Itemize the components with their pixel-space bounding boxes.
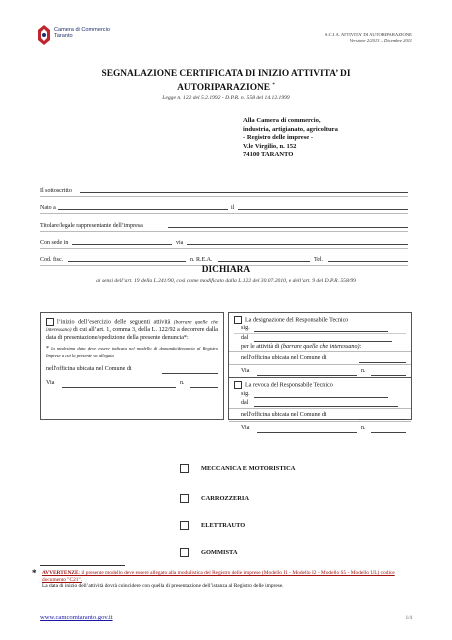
designazione-checkbox[interactable] (234, 316, 242, 324)
per-attivita-label: per le attività di (241, 344, 280, 351)
per-attivita-hint: (barrare quelle che interessano): (280, 344, 362, 351)
revoca-section (229, 377, 411, 407)
label-nato: Nato a (40, 205, 56, 212)
category-label: MECCANICA E MOTORISTICA (201, 464, 296, 472)
sede-field[interactable] (72, 244, 172, 245)
footnote-divider (40, 565, 125, 566)
avvertenze-label: AVVERTENZE (42, 570, 79, 576)
category-label: CARROZZERIA (201, 494, 249, 502)
label-il: il (231, 205, 235, 212)
nato-field[interactable] (58, 209, 228, 210)
il-field[interactable] (238, 209, 408, 210)
label-rea: n. R.E.A. (190, 256, 213, 263)
via-field[interactable] (187, 244, 408, 245)
left-n-field[interactable] (190, 387, 218, 388)
codfisc-field[interactable] (68, 261, 186, 262)
dal-label: dal (241, 335, 249, 342)
category-label: ELETTRAUTO (201, 521, 246, 529)
page-number: 1/4 (405, 616, 412, 621)
left-officina-row (46, 365, 218, 375)
tel-field[interactable] (328, 261, 408, 262)
sig-field[interactable] (254, 331, 388, 332)
category-checkbox[interactable] (180, 464, 189, 473)
right-via-row (229, 364, 411, 377)
logo-line2: Taranto (54, 33, 73, 40)
category-checkbox[interactable] (180, 494, 189, 503)
dal2-field[interactable] (254, 406, 398, 407)
chamber-logo-icon (36, 24, 52, 46)
category-meccanica[interactable] (180, 464, 295, 473)
titolare-field[interactable] (168, 227, 408, 228)
right-via-label: Via (241, 368, 250, 375)
left-via-label: Via (46, 379, 55, 386)
revoca-checkbox[interactable] (234, 381, 242, 389)
dal2-label: dal (241, 399, 249, 406)
start-activity-text2: di cui all’art. 1, comma 3, della L. 122/92 a decorrere dalla data di presentazione/spedizione della presente denuncia*: (46, 327, 218, 342)
recipient-address (243, 117, 338, 160)
label-codfisc: Cod. fisc. (40, 256, 64, 263)
dichiara-title: DICHIARA (201, 265, 251, 275)
right-via-field[interactable] (257, 375, 357, 376)
sottoscritto-field[interactable] (80, 192, 408, 193)
website-link[interactable]: www.camcomtaranto.gov.it (40, 614, 113, 621)
revoca-via-row (229, 421, 411, 434)
left-officina-label: nell'officina ubicata nel Comune di (46, 365, 132, 372)
revoca-comune-field[interactable] (359, 419, 406, 420)
sig-label: sig. (241, 325, 250, 332)
category-carrozzeria[interactable] (180, 494, 249, 503)
category-elettrauto[interactable] (180, 521, 245, 530)
doc-version: Versione 2/2013 – Dicembre 2011 (349, 37, 412, 43)
right-n-label: n. (361, 368, 366, 375)
category-checkbox[interactable] (180, 548, 189, 557)
right-officina-label: nell'officina ubicata nel Comune di (241, 355, 327, 362)
sig2-label: sig. (241, 390, 250, 397)
right-comune-field[interactable] (359, 362, 406, 363)
left-n-label: n. (180, 379, 185, 386)
right-n-field[interactable] (371, 375, 406, 376)
revoca-n-label: n. (361, 424, 366, 431)
start-activity-text: l’inizio dell’esercizio delle seguenti attività (57, 319, 171, 326)
row-titolare (40, 214, 408, 231)
law-reference: Legge n. 122 del 5.2.1992 - D.P.R. n. 558 del 14.12.1999 (162, 95, 290, 101)
start-activity-hint: (barrare quelle che interessano) (46, 319, 218, 334)
chamber-logo (36, 24, 116, 54)
dal-field[interactable] (254, 341, 392, 342)
recipient-line4: V.le Virgilio, n. 152 (243, 142, 297, 150)
left-via-field[interactable] (62, 387, 176, 388)
revoca-via-label: Via (241, 424, 250, 431)
revoca-label: La revoca del Responsabile Tecnico (245, 382, 333, 389)
category-label: GOMMISTA (201, 548, 238, 556)
label-tel: Tel. (314, 256, 324, 263)
category-checkbox[interactable] (180, 521, 189, 530)
row-sede (40, 232, 408, 249)
label-sottoscritto: Il sottoscritto (40, 188, 72, 195)
responsible-panel (228, 312, 412, 431)
left-via-row (46, 379, 218, 389)
start-activity-note: la medesima data deve essere indicata nel modello di domanda/denuncia al Registro Imprese a cui la presente va allegata (46, 346, 218, 358)
doc-header (325, 32, 412, 43)
start-activity-checkbox[interactable] (46, 318, 54, 326)
recipient-line1: Alla Camera di commercio, (243, 117, 321, 124)
label-via: via (176, 239, 184, 246)
revoca-officina-label: nell'officina ubicata nel Comune di (241, 411, 327, 418)
row-nato (40, 197, 408, 214)
designazione-label: La designazione del Responsabile Tecnico (245, 317, 349, 324)
title-line1: SEGNALAZIONE CERTIFICATA DI INIZIO ATTIVITA’ DI (101, 69, 351, 79)
footnote (32, 570, 412, 590)
page-title (60, 69, 392, 94)
avvertenze-text: : il presente modello deve essere allegato alla modulistica del Registro delle imprese (Modello I1 - Modello I2 - Modello S5 - Modello UL) codice documento "C21". (42, 570, 395, 583)
dichiara-subtitle: ai sensi dell’art. 19 della L.241/90, così come modificato dalla L.122 del 30.07.2010, e dell’art. 9 del D.P.R. 558/99 (96, 278, 356, 284)
footnote-star: * (32, 568, 37, 578)
note-star: * (46, 346, 49, 353)
row-codfisc (40, 249, 408, 266)
start-activity-panel (40, 312, 224, 420)
applicant-form (40, 180, 408, 266)
recipient-line5: 74100 TARANTO (243, 151, 294, 159)
title-line2: AUTORIPARAZIONE (177, 83, 271, 94)
logo-line1: Camera di Commercio (54, 27, 110, 33)
rea-field[interactable] (218, 261, 310, 262)
footnote-line2: La data di inizio dell’attività dovrà coincidere con quella di presentazione dell’istanza al Registro delle imprese. (42, 583, 284, 590)
recipient-line2: industria, artigianato, agricoltura (243, 125, 338, 133)
sig2-field[interactable] (254, 397, 388, 398)
category-gommista[interactable] (180, 548, 237, 557)
row-sottoscritto (40, 180, 408, 197)
left-comune-field[interactable] (162, 373, 218, 374)
revoca-officina-row (229, 408, 411, 421)
revoca-via-field[interactable] (257, 432, 357, 433)
revoca-n-field[interactable] (371, 432, 406, 433)
doc-code: S.C.I.A. ATTIVITA' DI AUTORIPARAZIONE (324, 32, 412, 37)
label-sede: Con sede in (40, 239, 69, 246)
title-mark: * (272, 83, 275, 88)
label-titolare: Titolare/legale rappresentante dell’impresa (40, 222, 143, 229)
right-officina-row (229, 351, 411, 364)
recipient-line3: - Registro delle imprese - (243, 134, 314, 142)
